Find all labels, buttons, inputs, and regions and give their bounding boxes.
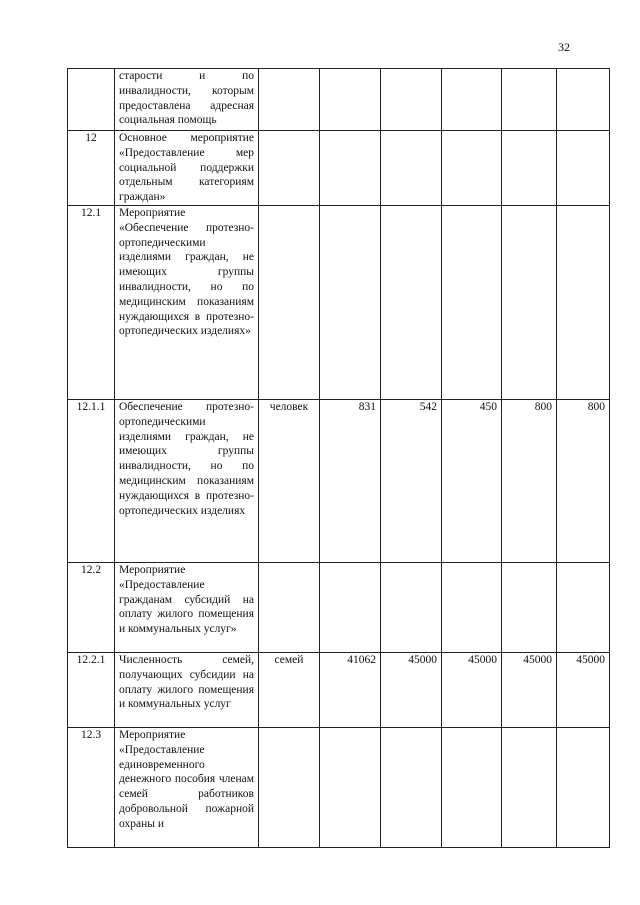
unit-cell xyxy=(259,69,320,131)
value-cell xyxy=(381,728,442,848)
description-cell: Численность семей, получающих субсидии на оплату жилого помещения и коммунальных услуг xyxy=(115,653,259,728)
description-cell: Мероприятие «Предоставление единовременного денежного пособия членам семей работников добровольной пожарной охраны и xyxy=(115,728,259,848)
table-row xyxy=(68,206,610,400)
row-number-cell: 12.1.1 xyxy=(68,400,115,563)
value-cell xyxy=(320,728,381,848)
table-row xyxy=(68,563,610,653)
value-cell xyxy=(557,131,610,206)
unit-cell xyxy=(259,563,320,653)
description-cell: Мероприятие «Обеспечение протезно-ортопедическими изделиями граждан, не имеющих группы инвалидности, но по медицинским показаниям нуждающихся в протезно-ортопедических изделиях» xyxy=(115,206,259,400)
table-row xyxy=(68,69,610,131)
value-cell: 800 xyxy=(502,400,557,563)
table-row xyxy=(68,400,610,563)
value-cell xyxy=(502,69,557,131)
value-cell xyxy=(502,728,557,848)
value-cell xyxy=(442,69,502,131)
row-number-cell: 12.1 xyxy=(68,206,115,400)
row-number-cell: 12.2.1 xyxy=(68,653,115,728)
unit-cell xyxy=(259,206,320,400)
value-cell: 41062 xyxy=(320,653,381,728)
unit-cell: семей xyxy=(259,653,320,728)
value-cell xyxy=(557,206,610,400)
unit-cell: человек xyxy=(259,400,320,563)
value-cell xyxy=(502,563,557,653)
description-cell: Обеспечение протезно-ортопедическими изделиями граждан, не имеющих группы инвалидности, но по медицинским показаниям нуждающихся в протезно-ортопедических изделиях xyxy=(115,400,259,563)
unit-cell xyxy=(259,728,320,848)
description-cell: старости и по инвалидности, которым предоставлена адресная социальная помощь xyxy=(115,69,259,131)
row-number-cell xyxy=(68,69,115,131)
value-cell xyxy=(381,69,442,131)
value-cell xyxy=(502,131,557,206)
value-cell xyxy=(320,69,381,131)
value-cell: 831 xyxy=(320,400,381,563)
value-cell xyxy=(442,563,502,653)
value-cell: 45000 xyxy=(557,653,610,728)
value-cell xyxy=(557,563,610,653)
table-row xyxy=(68,728,610,848)
value-cell xyxy=(381,563,442,653)
value-cell xyxy=(442,206,502,400)
value-cell: 450 xyxy=(442,400,502,563)
description-cell: Основное мероприятие «Предоставление мер социальной поддержки отдельным категориям граждан» xyxy=(115,131,259,206)
value-cell xyxy=(320,131,381,206)
value-cell xyxy=(442,131,502,206)
value-cell: 542 xyxy=(381,400,442,563)
row-number-cell: 12 xyxy=(68,131,115,206)
table-row xyxy=(68,131,610,206)
value-cell xyxy=(381,131,442,206)
value-cell xyxy=(320,206,381,400)
value-cell: 800 xyxy=(557,400,610,563)
value-cell xyxy=(557,69,610,131)
value-cell xyxy=(320,563,381,653)
table-row xyxy=(68,653,610,728)
page-number: 32 xyxy=(558,40,570,54)
value-cell xyxy=(381,206,442,400)
value-cell: 45000 xyxy=(381,653,442,728)
value-cell xyxy=(557,728,610,848)
indicators-table xyxy=(67,68,610,848)
row-number-cell: 12.2 xyxy=(68,563,115,653)
value-cell: 45000 xyxy=(442,653,502,728)
value-cell: 45000 xyxy=(502,653,557,728)
unit-cell xyxy=(259,131,320,206)
value-cell xyxy=(502,206,557,400)
description-cell: Мероприятие «Предоставление гражданам субсидий на оплату жилого помещения и коммунальных услуг» xyxy=(115,563,259,653)
value-cell xyxy=(442,728,502,848)
row-number-cell: 12.3 xyxy=(68,728,115,848)
